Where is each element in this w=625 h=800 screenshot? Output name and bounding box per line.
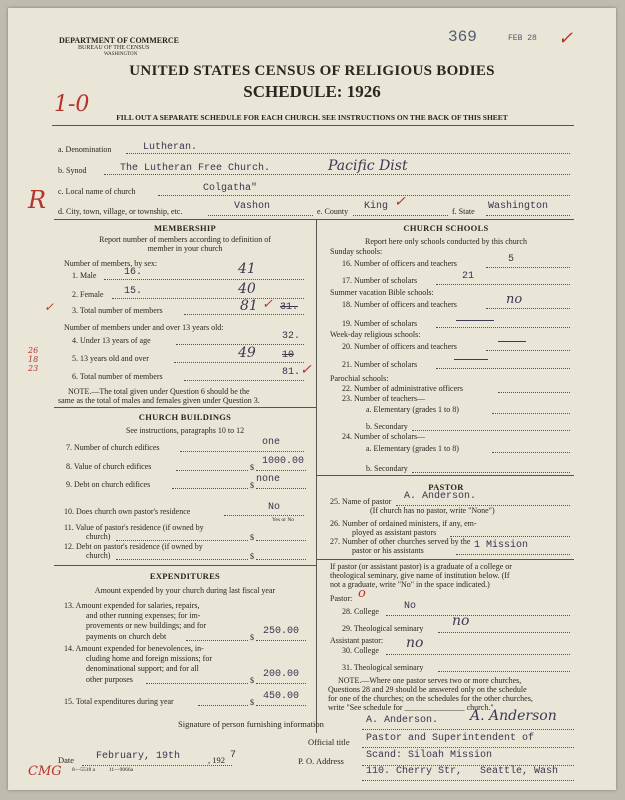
q27-value: 1 Mission bbox=[474, 540, 529, 551]
q13-line-1: 13. Amount expended for salaries, repairs, bbox=[64, 601, 200, 610]
pastor-sub-label: Pastor: bbox=[330, 594, 353, 603]
pastor-heading: PASTOR bbox=[428, 482, 464, 492]
print-code: 8—5518 a 11—9066a bbox=[72, 767, 134, 773]
schools-sub: Report here only schools conducted by this church bbox=[365, 237, 527, 246]
q5-typed: 10 bbox=[282, 350, 295, 361]
q25-value: A. Anderson. bbox=[404, 491, 477, 502]
q15-value: 450.00 bbox=[263, 691, 300, 702]
q24-label: 24. Number of scholars— bbox=[342, 432, 426, 441]
q27-label-1: 27. Number of other churches served by the bbox=[330, 537, 471, 546]
q25-hint: (If church has no pastor, write "None") bbox=[370, 506, 495, 515]
q14-line-4: other purposes bbox=[86, 675, 133, 684]
graduate-note-1: If pastor (or assistant pastor) is a graduate of a college or bbox=[330, 562, 512, 571]
q3-handwritten: 81 bbox=[240, 298, 258, 314]
margin-notes: 26 18 23 bbox=[28, 346, 39, 373]
stamp-number: 369 bbox=[448, 28, 477, 46]
q3-red-check: ✓ bbox=[44, 300, 55, 314]
local-name-value: Colgatha" bbox=[203, 183, 258, 194]
buildings-heading: CHURCH BUILDINGS bbox=[138, 412, 232, 422]
sunday-schools-label: Sunday schools: bbox=[330, 247, 383, 256]
red-code: 1-0 bbox=[54, 92, 90, 117]
q6-typed: 81. bbox=[282, 367, 301, 378]
q9-label: 9. Debt on church edifices bbox=[66, 480, 151, 489]
q11-dollar: $ bbox=[250, 533, 254, 542]
q20-label: 20. Number of officers and teachers bbox=[342, 342, 457, 351]
q14-value: 200.00 bbox=[263, 669, 300, 680]
q22-label: 22. Number of administrative officers bbox=[342, 384, 463, 393]
denomination-label: a. Denomination bbox=[58, 145, 112, 154]
date-value: February, 19th bbox=[96, 751, 181, 762]
q12-label-2: church) bbox=[86, 551, 111, 560]
q17-value: 21 bbox=[462, 271, 475, 282]
check-mark: ✓ bbox=[558, 28, 574, 49]
synod-label: b. Synod bbox=[58, 166, 87, 175]
q3-label: 3. Total number of members bbox=[72, 306, 163, 315]
q3-red-mark: ✓ bbox=[262, 297, 273, 312]
membership-intro-2: member in your church bbox=[147, 244, 223, 253]
county-value: King bbox=[364, 201, 389, 212]
year-suffix: 7 bbox=[230, 750, 237, 761]
synod-handwritten: Pacific Dist bbox=[328, 158, 408, 174]
q17-label: 17. Number of scholars bbox=[342, 276, 418, 285]
q24b-label: b. Secondary bbox=[366, 464, 408, 473]
pastor-red-mark: o bbox=[358, 586, 366, 601]
q21-label: 21. Number of scholars bbox=[342, 360, 418, 369]
state-label: f. State bbox=[452, 207, 475, 216]
q7-value: one bbox=[262, 437, 281, 448]
q31-label: 31. Theological seminary bbox=[342, 663, 424, 672]
q12-label-1: 12. Debt on pastor's residence (if owned by bbox=[64, 542, 203, 551]
weekday-schools-label: Week-day religious schools: bbox=[330, 330, 421, 339]
q2-label: 2. Female bbox=[72, 290, 104, 299]
q6-red-check: ✓ bbox=[300, 362, 312, 378]
pastor-note-2: Questions 28 and 29 should be answered only on the schedule bbox=[328, 685, 527, 694]
q4-typed: 32. bbox=[282, 331, 301, 342]
q14-line-2: cluding home and foreign missions; for bbox=[86, 654, 212, 663]
q1-typed: 16. bbox=[124, 267, 143, 278]
reviewer-initials: CMG bbox=[28, 764, 62, 779]
form-title: UNITED STATES CENSUS OF RELIGIOUS BODIES bbox=[129, 63, 495, 79]
q11-label-1: 11. Value of pastor's residence (if owned by bbox=[64, 523, 204, 532]
q13-line-3: provements or new buildings; and for bbox=[86, 621, 207, 630]
q9-value: none bbox=[256, 474, 281, 485]
q27-label-2: pastor or his assistants bbox=[352, 546, 424, 555]
signature-typed: A. Anderson. bbox=[366, 715, 439, 726]
q6-label: 6. Total number of members bbox=[72, 372, 163, 381]
q5-label: 5. 13 years old and over bbox=[72, 354, 149, 363]
q1-label: 1. Male bbox=[72, 271, 97, 280]
pastor-note-4: write "See schedule for _______________ church." bbox=[328, 703, 494, 712]
q26-label-2: ployed as assistant pastors bbox=[352, 528, 437, 537]
q10-value: No bbox=[268, 502, 281, 513]
q23a-label: a. Elementary (grades 1 to 8) bbox=[366, 405, 459, 414]
q13-dollar: $ bbox=[250, 633, 254, 642]
bureau-label: BUREAU OF THE CENSUS bbox=[78, 45, 150, 51]
q29-value: no bbox=[452, 613, 470, 629]
city-label: WASHINGTON bbox=[104, 52, 138, 57]
q14-line-3: denominational support; and for all bbox=[86, 664, 199, 673]
q7-label: 7. Number of church edifices bbox=[66, 443, 160, 452]
q8-value: 1000.00 bbox=[262, 456, 305, 467]
q5-handwritten: 49 bbox=[238, 345, 256, 361]
membership-note-1: NOTE.—The total given under Question 6 should be the bbox=[68, 387, 250, 396]
membership-intro-1: Report number of members according to definition of bbox=[99, 235, 271, 244]
q16-label: 16. Number of officers and teachers bbox=[342, 259, 457, 268]
summer-schools-label: Summer vacation Bible schools: bbox=[330, 288, 434, 297]
graduate-note-2: theological seminary, give name of institution below. (If bbox=[330, 571, 510, 580]
date-label: Date bbox=[58, 755, 75, 765]
q12-dollar: $ bbox=[250, 552, 254, 561]
assistant-pastor-label: Assistant pastor: bbox=[330, 636, 384, 645]
county-label: e. County bbox=[317, 207, 349, 216]
city-town-label: d. City, town, village, or township, etc. bbox=[58, 207, 183, 216]
pastor-note-1: NOTE.—Where one pastor serves two or more churches, bbox=[338, 676, 522, 685]
q19-label: 19. Number of scholars bbox=[342, 319, 418, 328]
q18-label: 18. Number of officers and teachers bbox=[342, 300, 457, 309]
official-title-label: Official title bbox=[308, 737, 350, 747]
q16-value: 5 bbox=[508, 254, 515, 265]
expenditures-heading: EXPENDITURES bbox=[149, 571, 221, 581]
q15-dollar: $ bbox=[250, 698, 254, 707]
q14-line-1: 14. Amount expended for benevolences, in- bbox=[64, 644, 204, 653]
signature-handwritten: A. Anderson bbox=[470, 708, 557, 724]
under-over-label: Number of members under and over 13 years old: bbox=[64, 323, 224, 332]
red-r-mark: R bbox=[28, 186, 47, 214]
q14-dollar: $ bbox=[250, 676, 254, 685]
local-name-label: c. Local name of church bbox=[58, 187, 136, 196]
year-prefix: , 192 bbox=[208, 755, 225, 765]
parochial-schools-label: Parochial schools: bbox=[330, 374, 389, 383]
q28-label: 28. College bbox=[342, 607, 379, 616]
schedule-title: SCHEDULE: 1926 bbox=[243, 82, 381, 101]
q1-handwritten: 41 bbox=[238, 261, 256, 277]
graduate-note-3: not a graduate, write "No" in the space indicated.) bbox=[330, 580, 490, 589]
membership-heading: MEMBERSHIP bbox=[153, 223, 217, 233]
stamp-date: FEB 28 bbox=[508, 34, 537, 43]
q23-label: 23. Number of teachers— bbox=[342, 394, 426, 403]
by-sex-label: Number of members, by sex: bbox=[64, 259, 158, 268]
q11-label-2: church) bbox=[86, 532, 111, 541]
q18-value: no bbox=[506, 292, 523, 307]
expenditures-sub: Amount expended by your church during last fiscal year bbox=[94, 586, 276, 595]
q24a-label: a. Elementary (grades 1 to 8) bbox=[366, 444, 459, 453]
q15-label: 15. Total expenditures during year bbox=[64, 697, 174, 706]
q2-handwritten: 40 bbox=[238, 281, 256, 297]
city-town-value: Vashon bbox=[234, 201, 271, 212]
q26-label-1: 26. Number of ordained ministers, if any, em- bbox=[330, 519, 477, 528]
q10-label: 10. Does church own pastor's residence bbox=[64, 507, 191, 516]
department-label: DEPARTMENT OF COMMERCE bbox=[59, 36, 180, 45]
membership-note-2: same as the total of males and females given under Question 3. bbox=[58, 396, 260, 405]
state-value: Washington bbox=[488, 201, 549, 212]
q2-typed: 15. bbox=[124, 286, 143, 297]
instructions-line: FILL OUT A SEPARATE SCHEDULE FOR EACH CHURCH. SEE INSTRUCTIONS ON THE BACK OF THIS SHEET bbox=[116, 113, 508, 122]
signature-label: Signature of person furnishing information bbox=[178, 719, 324, 729]
q30-label: 30. College bbox=[342, 646, 379, 655]
q3-typed: 31. bbox=[280, 302, 299, 313]
synod-value: The Lutheran Free Church. bbox=[120, 163, 271, 174]
census-schedule-sheet bbox=[8, 8, 616, 790]
q13-value: 250.00 bbox=[263, 626, 300, 637]
q13-line-4: payments on church debt bbox=[86, 632, 167, 641]
denomination-value: Lutheran. bbox=[143, 142, 198, 153]
address-value: 110. Cherry Str, Seattle, Wash bbox=[366, 766, 559, 777]
q13-line-2: and other running expenses; for im- bbox=[86, 611, 201, 620]
county-check: ✓ bbox=[394, 194, 406, 210]
buildings-sub: See instructions, paragraphs 10 to 12 bbox=[125, 426, 245, 435]
schools-heading: CHURCH SCHOOLS bbox=[403, 223, 489, 233]
q28-value: No bbox=[404, 601, 417, 612]
q4-label: 4. Under 13 years of age bbox=[72, 336, 151, 345]
q25-label: 25. Name of pastor bbox=[330, 497, 392, 506]
po-address-label: P. O. Address bbox=[298, 756, 344, 766]
q10-hint: Yes or No bbox=[272, 517, 295, 523]
q9-dollar: $ bbox=[250, 481, 254, 490]
q8-dollar: $ bbox=[250, 463, 254, 472]
official-title-value-1: Pastor and Superintendent of bbox=[366, 733, 535, 744]
q30-value: no bbox=[406, 635, 424, 651]
official-title-value-2: Scand: Siloah Mission bbox=[366, 750, 493, 761]
q23b-label: b. Secondary bbox=[366, 422, 408, 431]
q8-label: 8. Value of church edifices bbox=[66, 462, 152, 471]
pastor-note-3: for one of the churches; on the schedules for the other churches, bbox=[328, 694, 533, 703]
q29-label: 29. Theological seminary bbox=[342, 624, 424, 633]
